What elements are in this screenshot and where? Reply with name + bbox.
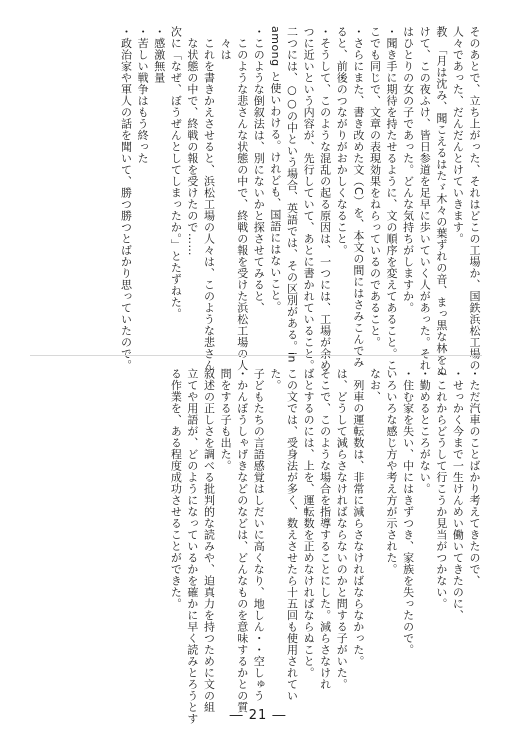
text-line: 人々であった、だんだんとけていきます。	[451, 26, 465, 245]
upper-text-block	[117, 26, 482, 377]
text-line: ・勤めるところがない。	[418, 368, 432, 495]
text-line: この文では、受身法が多く、数えさせたら十五回も使用されてい	[285, 368, 299, 702]
text-line: ・感激無量	[152, 26, 166, 84]
lower-text-block	[167, 368, 482, 725]
text-line: 子どもたちの言語感覚はしだいに高くなり、地しん・・空しゅう	[252, 368, 266, 702]
text-line: はひとりの女の子であった。どんな気持ちがしますか。	[401, 26, 415, 314]
text-line: は、どうして減らさなければならないのかと問する子がいた。	[335, 368, 349, 690]
text-line: 問をする子も出た。	[219, 368, 233, 472]
text-line: ・そうして、このような混乱の起る原因は、一つには、工場が余め	[318, 26, 332, 371]
text-line: そのあとで、立ち上がった、それはどこの工場か、国鉄浜松工場の	[468, 26, 481, 371]
text-line: ると、前後のつながりがおかしくなること。	[335, 26, 349, 256]
text-line: いろいろな感じ方や考え方が示された。	[385, 368, 399, 575]
text-line: ・このような倒叙法は、別にないかと探させてみると、	[252, 26, 266, 314]
text-line: 々は	[219, 26, 233, 61]
text-line: 教 「月は沈み、聞こえるはたゞ木々の葉ずれの音、まっ黒な林をぬ	[434, 26, 448, 377]
text-line: けて、この夜ふけ、皆日参道を足早に歩いていく人があった。それ	[418, 26, 432, 371]
text-line: そこで、このような場合を指導することにした。減らさなけれ	[318, 368, 332, 690]
text-line: ・さらにまた、書き改めた文（C）を、本文の間にはさみこんでみ	[351, 26, 365, 368]
text-line: 立てや用語が、どのようになっているかを確かに早く読みとろうとす	[185, 368, 199, 725]
text-line: ・これからどうして行こうか見当がつかない。	[434, 368, 448, 610]
text-line: た。	[268, 368, 282, 391]
text-line: ・かんぼうしゃげきなどのなどは、どんなものを意味するかとの質	[235, 368, 249, 713]
text-line: among と使いわける。けれども、国語にはないこと。	[268, 26, 282, 313]
section-divider	[30, 355, 482, 356]
text-line: 次に「なぜ、ぼうぜんとしてしまったか。」とたずねた。	[169, 26, 183, 320]
text-line: つに近いという内容が、先行していて、あとに書かれていること。	[302, 26, 316, 371]
text-line: これを書きかえさせると、浜松工場の人々は、このような悲さん	[202, 26, 216, 371]
text-line: なお、	[368, 368, 382, 403]
text-line: このような悲さんな状態の中で、終戦の報を受けた浜松工場の人	[235, 26, 249, 371]
text-line: ・苦しい戦争はもう終った	[136, 26, 150, 164]
page-number: ― 21 ―	[229, 708, 287, 723]
text-line: る作業を、ある程度成功させることができた。	[169, 368, 183, 610]
text-line: ・せっかく今まで一生けんめい働いてきたのに、	[451, 368, 465, 621]
text-line: ばとするのには、上を、運転数を正めなければならぬこと。	[302, 368, 316, 679]
text-line: ・住む家を失い、中にはきずつき、家族を失ったので。	[401, 368, 415, 656]
text-line: 列車の運転数は、非常に減らさなければならなかった。	[351, 368, 365, 667]
text-line: こでも同じで、文章の表現効果をねらっているのであること。	[368, 26, 382, 348]
text-line: ・ただ汽車のことばかり考えてきたので、	[468, 368, 481, 587]
text-line: ・聞き手に期待を持たせるように、文の順序を変えてあること。こ	[385, 26, 399, 371]
text-line: 叙述の正しさを調べる批判的な読みや、迫真力を持つために文の組	[202, 368, 216, 713]
text-line: な状態の中で、終戦の報を受けたので……	[185, 26, 199, 256]
text-line: ・政治家や軍人の話を聞いて、勝つ勝つとばかり思っていたので。	[119, 26, 133, 371]
text-line: 二つには、○○の中という場合、英語では、その区別がある。in	[285, 26, 299, 364]
